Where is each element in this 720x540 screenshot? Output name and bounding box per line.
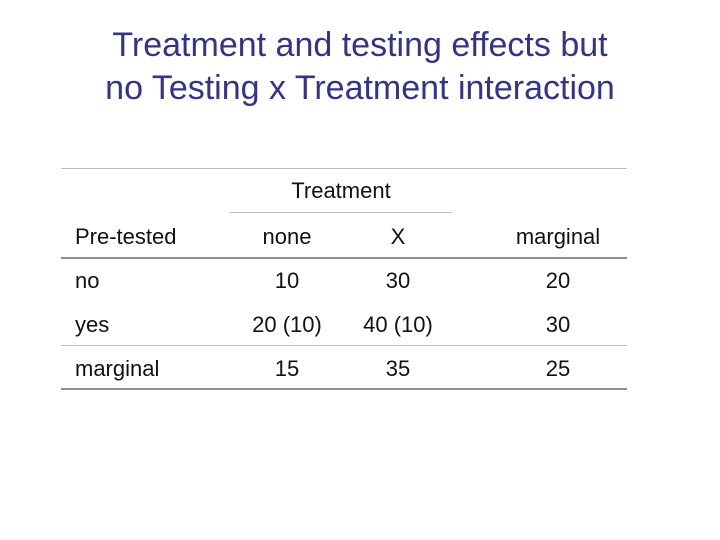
cell-yes-none: 20 (10): [252, 312, 322, 337]
column-header-pre-tested: Pre-tested: [75, 224, 177, 249]
column-header-none: none: [262, 224, 312, 249]
column-header-marginal: marginal: [515, 224, 601, 249]
table-bottom-rule: [61, 388, 627, 390]
treatment-group-header: Treatment: [291, 178, 391, 203]
cell-yes-x: 40 (10): [363, 312, 433, 337]
cell-no-none: 10: [274, 268, 300, 293]
cell-marginal-marginal: 25: [545, 356, 571, 381]
marginal-row-top-rule: [61, 345, 627, 346]
row-label-marginal: marginal: [75, 356, 160, 381]
row-label-no: no: [75, 268, 100, 293]
cell-yes-marginal: 30: [545, 312, 571, 337]
slide-title-line-1: Treatment and testing effects but: [112, 26, 608, 64]
row-label-yes: yes: [75, 312, 110, 337]
cell-marginal-none: 15: [274, 356, 300, 381]
slide-title: [0, 24, 720, 110]
column-header-x: X: [390, 224, 406, 249]
cell-marginal-x: 35: [385, 356, 411, 381]
treatment-group-underline: [230, 212, 452, 213]
header-bottom-rule: [61, 257, 627, 259]
table-top-rule: [61, 168, 627, 169]
cell-no-x: 30: [385, 268, 411, 293]
cell-no-marginal: 20: [545, 268, 571, 293]
slide-title-line-2: no Testing x Treatment interaction: [105, 69, 615, 107]
